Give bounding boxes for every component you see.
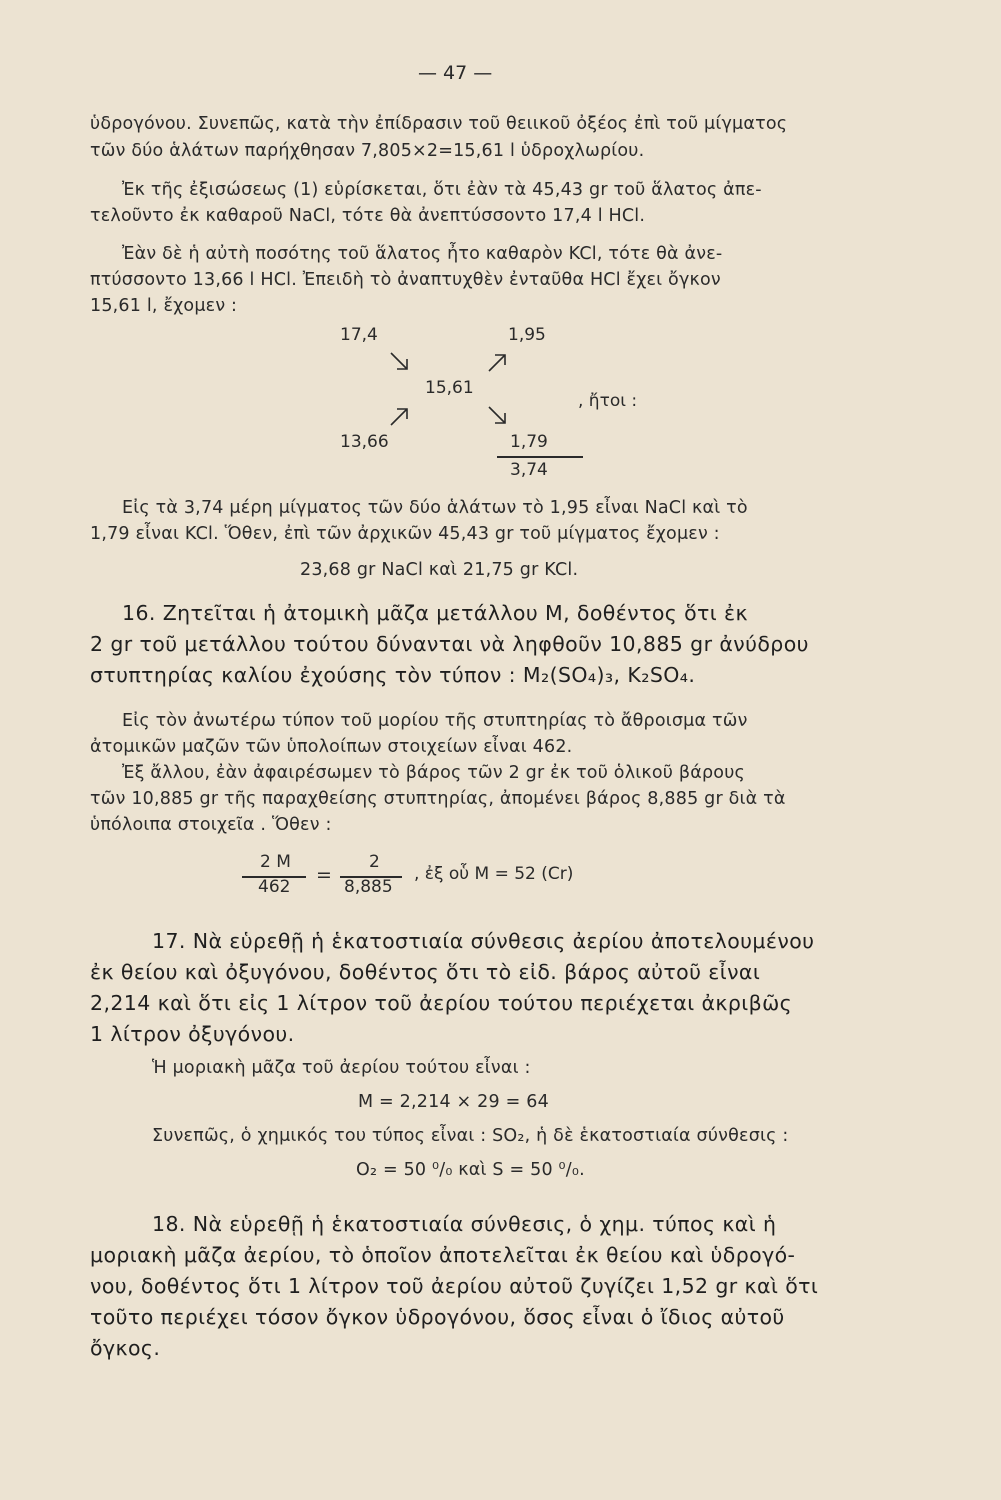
cross-suffix: , ἤτοι : (578, 391, 638, 411)
text-line: Εἰς τὰ 3,74 μέρη μίγματος τῶν δύο ἁλάτων τὸ 1,95 εἶναι NaCl καὶ τὸ (122, 498, 748, 518)
text-line: ὑπόλοιπα στοιχεῖα . Ὅθεν : (90, 815, 332, 835)
problem-heading: 17. Νὰ εὑρεθῇ ἡ ἑκατοστιαία σύνθεσις ἀερίου ἀποτελουμένου (152, 929, 815, 953)
cross-top-right: 1,95 (508, 325, 546, 345)
cross-top-left: 17,4 (340, 325, 378, 345)
eq-denominator-2: 8,885 (344, 877, 393, 897)
arrow-up-right-icon (388, 404, 412, 428)
arrow-up-right-icon (486, 350, 510, 374)
problem-heading: μοριακὴ μᾶζα ἀερίου, τὸ ὁποῖον ἀποτελεῖται ἐκ θείου καὶ ὑδρογό- (90, 1243, 796, 1267)
text-line: ὑδρογόνου. Συνεπῶς, κατὰ τὴν ἐπίδρασιν τοῦ θειικοῦ ὀξέος ἐπὶ τοῦ μίγματος (90, 114, 788, 134)
text-line: Ἐὰν δὲ ἡ αὐτὴ ποσότης τοῦ ἅλατος ἦτο καθαρὸν KCl, τότε θὰ ἀνε- (122, 244, 723, 264)
eq-numerator-1: 2 M (260, 852, 291, 872)
text-line: τελοῦντο ἐκ καθαροῦ NaCl, τότε θὰ ἀνεπτύσσοντο 17,4 l HCl. (90, 206, 646, 226)
problem-heading: ἐκ θείου καὶ ὀξυγόνου, δοθέντος ὅτι τὸ εἰδ. βάρος αὐτοῦ εἶναι (90, 960, 761, 984)
cross-sum: 3,74 (510, 460, 548, 480)
cross-bottom-right: 1,79 (510, 432, 548, 452)
formula-line: O₂ = 50 ⁰/₀ καὶ S = 50 ⁰/₀. (356, 1160, 585, 1180)
text-line: Ἐκ τῆς ἐξισώσεως (1) εὑρίσκεται, ὅτι ἐὰν τὰ 45,43 gr τοῦ ἅλατος ἀπε- (122, 180, 762, 200)
problem-heading: νου, δοθέντος ὅτι 1 λίτρον τοῦ ἀερίου αὐτοῦ ζυγίζει 1,52 gr καὶ ὅτι (90, 1274, 819, 1298)
text-line: πτύσσοντο 13,66 l HCl. Ἐπειδὴ τὸ ἀναπτυχθὲν ἐνταῦθα HCl ἔχει ὄγκον (90, 270, 721, 290)
arrow-down-right-icon (388, 350, 412, 374)
eq-result: , ἐξ οὗ M = 52 (Cr) (414, 864, 574, 884)
problem-heading: στυπτηρίας καλίου ἐχούσης τὸν τύπον : M₂(SO₄)₃, K₂SO₄. (90, 663, 696, 687)
text-line: Εἰς τὸν ἀνωτέρω τύπον τοῦ μορίου τῆς στυπτηρίας τὸ ἄθροισμα τῶν (122, 711, 748, 731)
problem-heading: 2 gr τοῦ μετάλλου τούτου δύνανται νὰ ληφθοῦν 10,885 gr ἀνύδρου (90, 632, 809, 656)
cross-bottom-left: 13,66 (340, 432, 389, 452)
page-number: — 47 — (418, 62, 493, 84)
text-line: 15,61 l, ἔχομεν : (90, 296, 238, 316)
text-line: 1,79 εἶναι KCl. Ὅθεν, ἐπὶ τῶν ἀρχικῶν 45,43 gr τοῦ μίγματος ἔχομεν : (90, 524, 720, 544)
sum-rule (497, 456, 583, 458)
text-line: τῶν 10,885 gr τῆς παραχθείσης στυπτηρίας, ἀπομένει βάρος 8,885 gr διὰ τὰ (90, 789, 786, 809)
text-line: Συνεπῶς, ὁ χημικός του τύπος εἶναι : SO₂, ἡ δὲ ἑκατοστιαία σύνθεσις : (152, 1126, 789, 1146)
problem-heading: 2,214 καὶ ὅτι εἰς 1 λίτρον τοῦ ἀερίου τούτου περιέχεται ἀκριβῶς (90, 991, 793, 1015)
problem-heading: 1 λίτρον ὀξυγόνου. (90, 1022, 295, 1046)
text-line: Ἐξ ἄλλου, ἐὰν ἀφαιρέσωμεν τὸ βάρος τῶν 2 gr ἐκ τοῦ ὁλικοῦ βάρους (122, 763, 746, 783)
text-line: ἀτομικῶν μαζῶν τῶν ὑπολοίπων στοιχείων εἶναι 462. (90, 737, 573, 757)
eq-equals: = (316, 864, 332, 886)
eq-denominator-1: 462 (258, 877, 291, 897)
problem-heading: ὄγκος. (90, 1336, 161, 1360)
text-line: τῶν δύο ἁλάτων παρήχθησαν 7,805×2=15,61 l ὑδροχλωρίου. (90, 141, 645, 161)
problem-heading: 18. Νὰ εὑρεθῇ ἡ ἑκατοστιαία σύνθεσις, ὁ χημ. τύπος καὶ ἡ (152, 1212, 777, 1236)
text-line: Ἡ μοριακὴ μᾶζα τοῦ ἀερίου τούτου εἶναι : (152, 1058, 531, 1078)
problem-heading: 16. Ζητεῖται ἡ ἀτομικὴ μᾶζα μετάλλου Μ, δοθέντος ὅτι ἐκ (122, 601, 749, 625)
text-line: 23,68 gr NaCl καὶ 21,75 gr KCl. (300, 560, 579, 580)
formula-line: M = 2,214 × 29 = 64 (358, 1092, 549, 1112)
eq-numerator-2: 2 (369, 852, 380, 872)
cross-center: 15,61 (425, 378, 474, 398)
arrow-down-right-icon (486, 404, 510, 428)
problem-heading: τοῦτο περιέχει τόσον ὄγκον ὑδρογόνου, ὅσος εἶναι ὁ ἴδιος αὐτοῦ (90, 1305, 785, 1329)
